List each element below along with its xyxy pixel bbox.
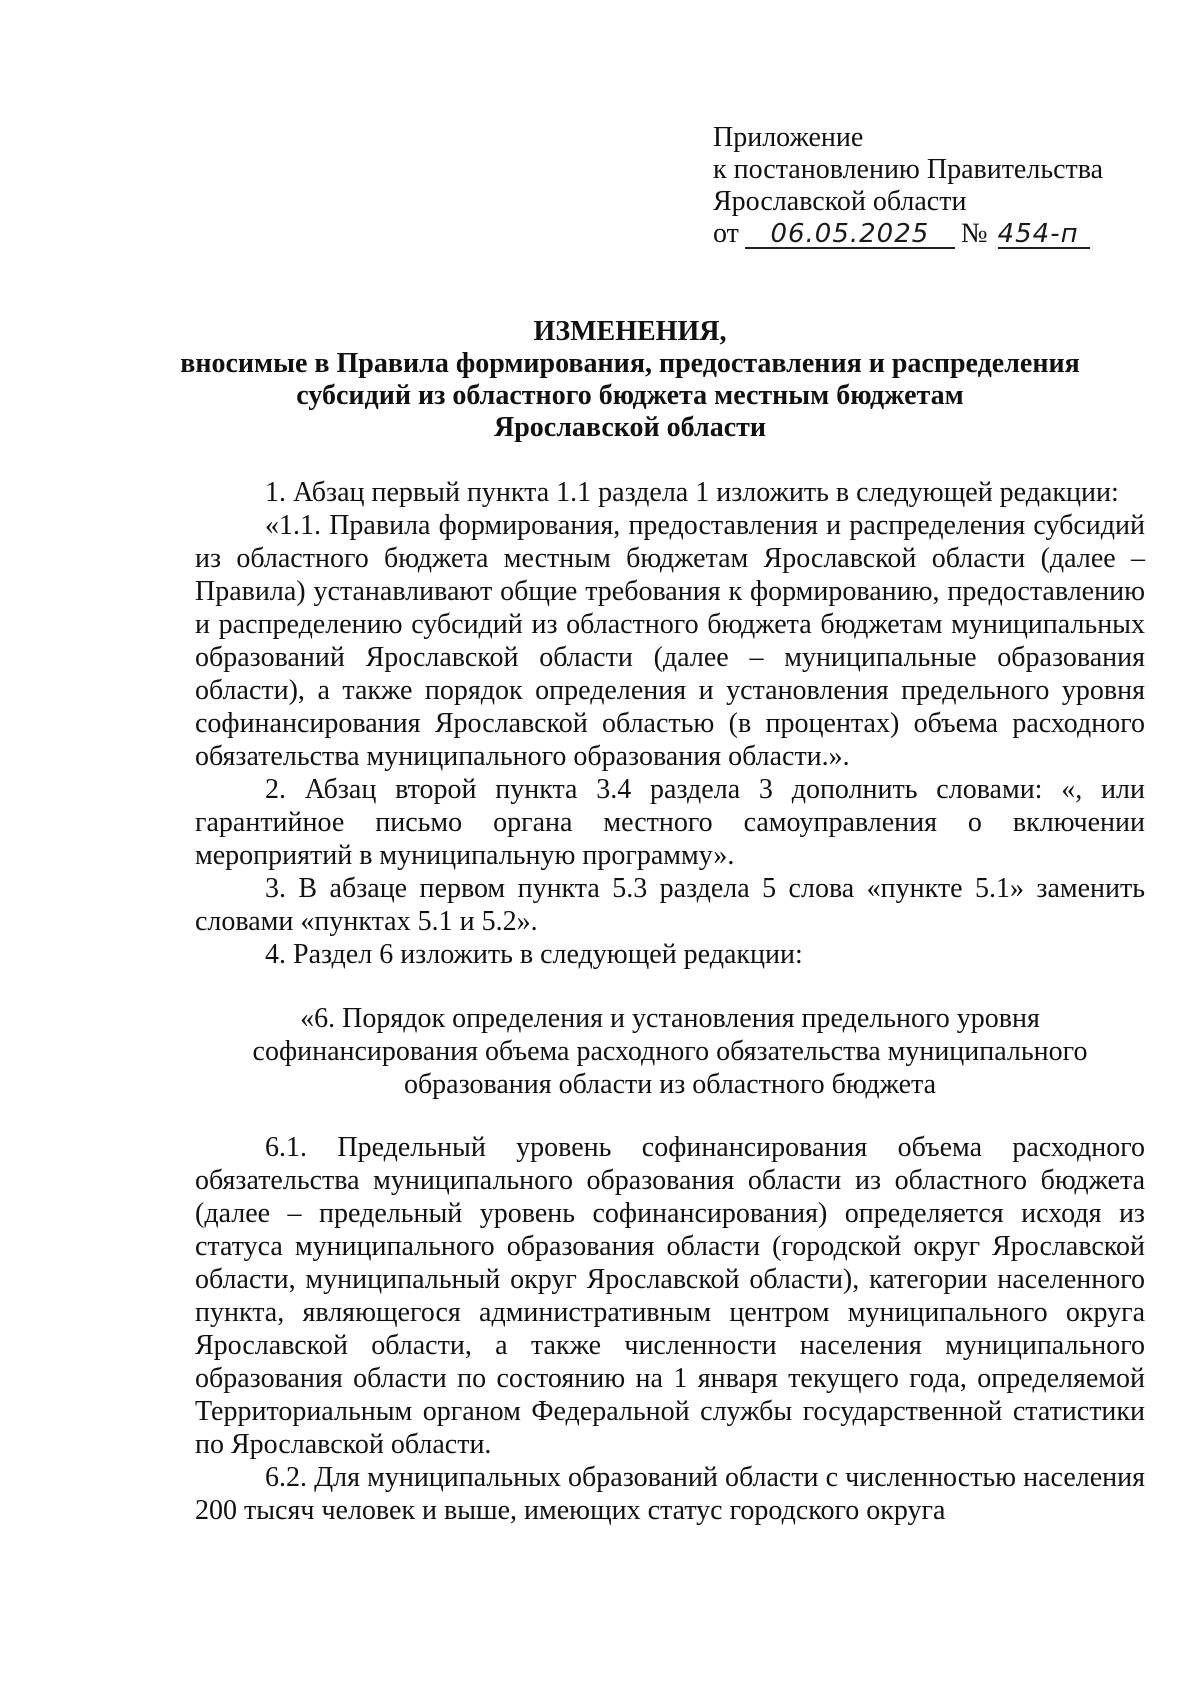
section-6-heading-line-2: софинансирования объема расходного обязательства муниципального <box>252 1036 1088 1067</box>
title-main: ИЗМЕНЕНИЯ, <box>533 316 727 347</box>
paragraph-4: 3. В абзаце первом пункта 5.3 раздела 5 слова «пункте 5.1» заменить словами «пунктах 5.1 и 5.2». <box>195 873 1145 937</box>
handwritten-date: 06.05.2025 <box>745 221 955 249</box>
document-body <box>195 476 1145 1527</box>
section-6-heading-line-3: образования области из областного бюджета <box>403 1069 937 1100</box>
appendix-block <box>713 122 1143 250</box>
appendix-date-line <box>713 218 1143 250</box>
appendix-line-2: к постановлению Правительства <box>713 154 1104 185</box>
paragraph-6-2: 6.2. Для муниципальных образований области с численностью населения 200 тысяч человек и выше, имеющих статус городского округа <box>195 1462 1145 1526</box>
paragraph-6-1: 6.1. Предельный уровень софинансирования объема расходного обязательства муниципального образования области из областного бюджета (далее – предельный уровень софинансирования) определяется исходя из статуса муниципального образования области (городской округ Ярославской области, муниципальный округ Ярославской области), категории населенного пункта, являющегося административным центром муниципального округа Ярославской области, а также численности населения муниципального образования области по состоянию на 1 января текущего года, определяемой Территориальным органом Федеральной службы государственной статистики по Ярославской области. <box>195 1132 1145 1460</box>
appendix-line-3: Ярославской области <box>713 186 967 217</box>
section-6-heading <box>195 1002 1145 1101</box>
section-6-heading-line-1: «6. Порядок определения и установления предельного уровня <box>300 1003 1040 1034</box>
title-line-4: Ярославской области <box>493 412 767 443</box>
appendix-line-1: Приложение <box>713 122 864 153</box>
paragraph-5: 4. Раздел 6 изложить в следующей редакции: <box>265 939 803 970</box>
paragraph-1: 1. Абзац первый пункта 1.1 раздела 1 изложить в следующей редакции: <box>265 477 1119 508</box>
title-line-3: субсидий из областного бюджета местным бюджетам <box>296 380 964 411</box>
title-line-2: вносимые в Правила формирования, предоставления и распределения <box>180 348 1080 379</box>
number-label: № <box>960 218 988 249</box>
paragraph-3: 2. Абзац второй пункта 3.4 раздела 3 дополнить словами: «, или гарантийное письмо органа местного самоуправления о включении мероприятий в муниципальную программу». <box>195 774 1145 871</box>
from-label: от <box>713 218 739 249</box>
document-title <box>160 316 1100 444</box>
paragraph-2: «1.1. Правила формирования, предоставления и распределения субсидий из областного бюджета местным бюджетам Ярославской области (далее – Правила) устанавливают общие требования к формированию, предоставлению и распределению субсидий из областного бюджета бюджетам муниципальных образований Ярославской области (далее – муниципальные образования области), а также порядок определения и установления предельного уровня софинансирования Ярославской областью (в процентах) объема расходного обязательства муниципального образования области.». <box>195 510 1145 772</box>
handwritten-number: 454-п <box>998 221 1090 249</box>
